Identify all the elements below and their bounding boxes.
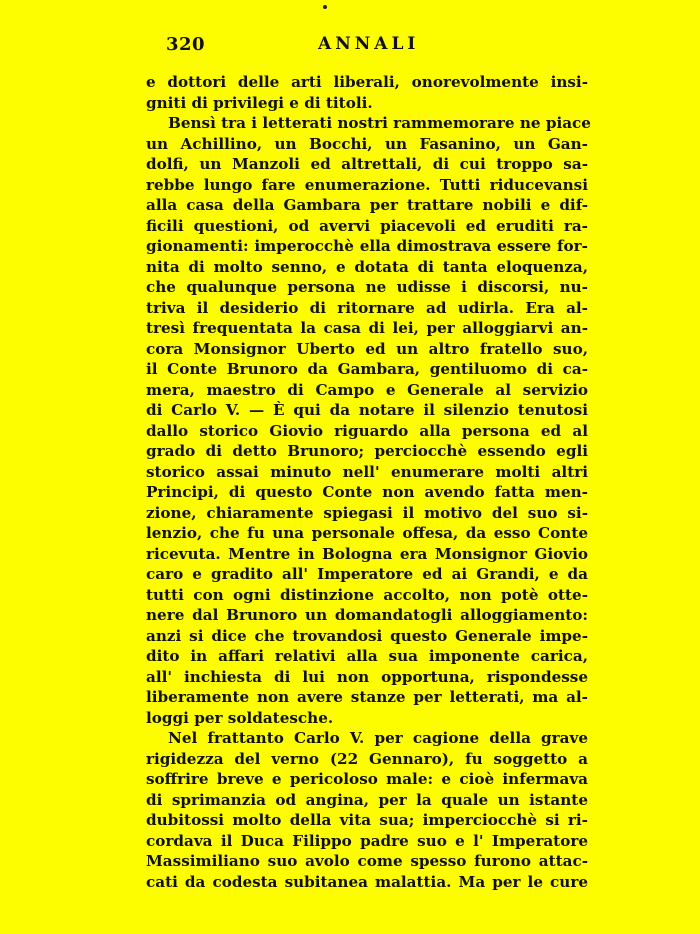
printer-mark (323, 5, 327, 9)
text-line: Bensì tra i letterati nostri rammemorare ne piace (168, 114, 591, 132)
page-number: 320 (166, 34, 206, 55)
text-line: gniti di privilegi e di titoli. (146, 93, 373, 112)
text-line: di Carlo V. — È qui da notare il silenzio tenutosi (146, 401, 588, 419)
text-line: storico assai minuto nell' enumerare molti altri (146, 462, 588, 481)
text-line: Massimiliano suo avolo come spesso furono attac- (146, 852, 588, 870)
text-line: e dottori delle arti liberali, onorevolmente insi- (146, 73, 588, 91)
running-head: ANNALI (318, 34, 420, 54)
text-line: cati da codesta subitanea malattia. Ma per le cure (146, 872, 588, 891)
page-header (166, 34, 586, 58)
text-line: loggi per soldatesche. (146, 708, 334, 727)
text-line: liberamente non avere stanze per letterati, ma al- (146, 688, 588, 706)
text-line: ricevuta. Mentre in Bologna era Monsignor Giovio (146, 544, 588, 563)
text-line: cora Monsignor Uberto ed un altro fratello suo, (146, 339, 588, 358)
text-line: rigidezza del verno (22 Gennaro), fu soggetto a (146, 749, 588, 768)
text-line: dallo storico Giovio riguardo alla persona ed al (146, 421, 588, 440)
text-line: Principi, di questo Conte non avendo fatta men- (146, 483, 588, 501)
text-line: nere dal Brunoro un domandatogli alloggiamento: (146, 606, 588, 624)
text-line: rebbe lungo fare enumerazione. Tutti riducevansi (146, 175, 588, 194)
text-line: dito in affari relativi alla sua imponente carica, (146, 647, 588, 665)
text-line: dubitossi molto della vita sua; imperciocchè si ri- (146, 811, 588, 829)
text-line: mera, maestro di Campo e Generale al servizio (146, 380, 588, 399)
text-line: tresì frequentata la casa di lei, per alloggiarvi an- (146, 319, 588, 337)
text-line: triva il desiderio di ritornare ad udirla. Era al- (146, 298, 588, 317)
text-line: di sprimanzia od angina, per la quale un istante (146, 790, 588, 809)
body-text (146, 72, 591, 892)
text-line: che qualunque persona ne udisse i discorsi, nu- (146, 278, 588, 296)
text-line: all' inchiesta di lui non opportuna, rispondesse (146, 667, 588, 686)
text-line: cordava il Duca Filippo padre suo e l' Imperatore (146, 831, 588, 850)
text-line: nita di molto senno, e dotata di tanta eloquenza, (146, 257, 588, 276)
text-line: soffrire breve e pericoloso male: e cioè infermava (146, 770, 588, 788)
text-line: Nel frattanto Carlo V. per cagione della grave (168, 729, 588, 747)
text-line: tutti con ogni distinzione accolto, non potè otte- (146, 585, 588, 604)
text-line: grado di detto Brunoro; perciocchè essendo egli (146, 442, 588, 460)
text-line: il Conte Brunoro da Gambara, gentiluomo di ca- (146, 360, 588, 378)
text-line: ficili questioni, od avervi piacevoli ed eruditi ra- (146, 216, 588, 235)
text-line: zione, chiaramente spiegasi il motivo del suo si- (146, 503, 588, 522)
text-line: caro e gradito all' Imperatore ed ai Grandi, e da (146, 565, 588, 583)
text-line: dolfi, un Manzoli ed altrettali, di cui troppo sa- (146, 155, 588, 173)
text-line: gionamenti: imperocchè ella dimostrava essere for- (146, 237, 588, 255)
text-line: lenzio, che fu una personale offesa, da esso Conte (146, 524, 588, 542)
text-line: un Achillino, un Bocchi, un Fasanino, un Gan- (146, 134, 588, 153)
text-line: alla casa della Gambara per trattare nobili e dif- (146, 196, 588, 214)
text-line: anzi si dice che trovandosi questo Generale impe- (146, 626, 588, 645)
